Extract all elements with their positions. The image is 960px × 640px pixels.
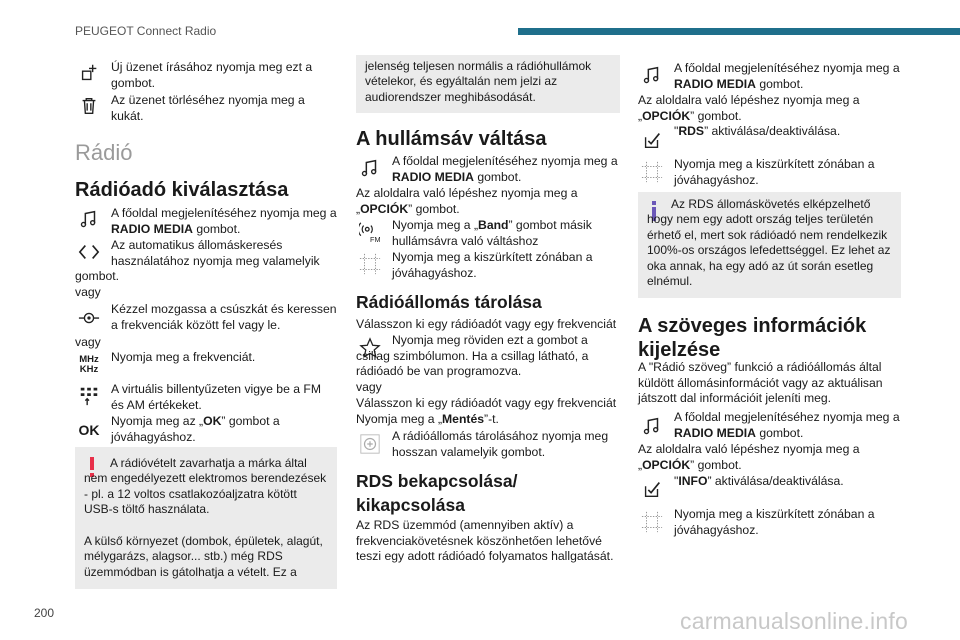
mhz-khz-icon: MHz KHz bbox=[79, 354, 99, 375]
checkbox-icon bbox=[640, 477, 664, 501]
confirm-text: Nyomja meg a kiszürkített zónában a jóváhagyáshoz. bbox=[674, 157, 875, 187]
fm-label: FM bbox=[370, 235, 381, 243]
side-page-text: Az aloldalra való lépéshez nyomja meg a „OPCIÓK” gombot. bbox=[356, 186, 578, 216]
virtual-keyboard-text: A virtuális billentyűzeten vigye be a FM és AM értékeket. bbox=[111, 382, 321, 412]
warning-text-2: A külső környezet (dombok, épületek, alagút, mélygarázs, alagsor... stb.) még RDS üzemmódban is gátolhatja a vételt. Ez a bbox=[84, 534, 323, 579]
side-page-text-2: Az aloldalra való lépéshez nyomja meg a „OPCIÓK” gombot. bbox=[638, 442, 860, 472]
info-note-text: Az RDS állomáskövetés elképzelhető hogy nem egy adott ország teljes területén érhető el, mert sok rádióadó nem rendelkezik 100%-os országos lefedettséggel. Ez lehet az oka annak, ha egy adó az út során esetleg elnémul. bbox=[647, 197, 891, 289]
or-text-1: vagy bbox=[75, 285, 101, 299]
main-page-text: A főoldal megjelenítéséhez nyomja meg a RADIO MEDIA gombot. bbox=[392, 154, 618, 184]
trash-icon bbox=[77, 94, 101, 118]
new-message-icon bbox=[77, 61, 101, 85]
info-toggle-text: "INFO” aktiválása/deaktiválása. bbox=[674, 474, 844, 488]
station-heading: Rádióadó kiválasztása bbox=[75, 179, 289, 201]
rds-heading: RDS bekapcsolása/ kikapcsolása bbox=[356, 471, 518, 515]
main-page-text: A főoldal megjelenítéséhez nyomja meg a RADIO MEDIA gombot. bbox=[674, 61, 900, 91]
music-note-icon bbox=[640, 414, 664, 438]
warning-box-continued bbox=[356, 55, 620, 113]
warning-text: A rádióvételt zavarhatja a márka által nem engedélyezett elektromos berendezések - pl. a 12 voltos csatlakozóaljzatra kötött USB-s töltő használata. bbox=[84, 456, 327, 517]
auto-search-text-2: gombot. bbox=[75, 269, 120, 283]
grid-zone-icon bbox=[640, 510, 664, 534]
or-text: vagy bbox=[356, 380, 382, 394]
watermark: carmanualsonline.info bbox=[680, 608, 908, 634]
slider-icon bbox=[77, 306, 101, 330]
rds-text: Az RDS üzemmód (amennyiben aktív) a frekvenciakövetésnek köszönhetően lehetővé teszi egy adott rádióadó folyamatos hallgatását. bbox=[356, 518, 614, 564]
or-text-2: vagy bbox=[75, 335, 101, 349]
auto-search-text: Az automatikus állomáskeresés használatához nyomja meg valamelyik bbox=[111, 238, 320, 268]
add-preset-icon bbox=[358, 432, 382, 456]
new-message-text: Új üzenet írásához nyomja meg ezt a gombot. bbox=[111, 60, 313, 90]
checkbox-icon bbox=[640, 128, 664, 152]
chevrons-icon bbox=[77, 240, 101, 264]
ok-icon: OK bbox=[78, 422, 100, 438]
warning-continued-text: jelenség teljesen normális a rádióhullámok vételekor, és egyáltalán nem jelzi az audiorendszer meghibásodását. bbox=[365, 59, 592, 104]
warning-box bbox=[75, 447, 337, 589]
band-text: Nyomja meg a „Band” gombot másik hullámsávra való váltáshoz bbox=[392, 218, 592, 248]
band-heading: A hullámsáv váltása bbox=[356, 128, 547, 150]
header-title: PEUGEOT Connect Radio bbox=[75, 24, 217, 38]
slider-text: Kézzel mozgassa a csúszkát és keressen a frekvenciák között fel vagy le. bbox=[111, 302, 337, 332]
music-note-icon bbox=[358, 156, 382, 180]
store-heading: Rádióállomás tárolása bbox=[356, 292, 542, 312]
grid-zone-icon bbox=[640, 160, 664, 184]
music-note-icon bbox=[77, 207, 101, 231]
grid-zone-icon bbox=[358, 252, 382, 276]
delete-message-text: Az üzenet törléséhez nyomja meg a kukát. bbox=[111, 93, 305, 123]
keyboard-icon bbox=[77, 384, 101, 408]
section-heading: Rádió bbox=[75, 140, 133, 165]
header-accent-bar bbox=[518, 28, 960, 35]
confirm-text: Nyomja meg a kiszürkített zónában a jóváhagyáshoz. bbox=[392, 250, 593, 280]
music-note-icon bbox=[640, 63, 664, 87]
page-number: 200 bbox=[34, 606, 55, 620]
info-box bbox=[638, 192, 901, 298]
ok-text: Nyomja meg az „OK” gombot a jóváhagyáshoz. bbox=[111, 414, 280, 444]
main-page-text: A főoldal megjelenítéséhez nyomja meg a RADIO MEDIA gombot. bbox=[111, 206, 337, 236]
choose-save-text: Válasszon ki egy rádióadót vagy egy frekvenciát Nyomja meg a „Mentés”-t. bbox=[356, 396, 617, 426]
press-frequency-text: Nyomja meg a frekvenciát. bbox=[111, 350, 256, 364]
rds-toggle-text: "RDS” aktiválása/deaktiválása. bbox=[674, 124, 841, 138]
main-page-text-2: A főoldal megjelenítéséhez nyomja meg a RADIO MEDIA gombot. bbox=[674, 410, 900, 440]
long-press-text: A rádióállomás tárolásához nyomja meg hosszan valamelyik gombot. bbox=[392, 429, 609, 459]
side-page-text: Az aloldalra való lépéshez nyomja meg a „OPCIÓK” gombot. bbox=[638, 93, 860, 123]
choose-text: Válasszon ki egy rádióadót vagy egy frekvenciát bbox=[356, 317, 617, 331]
text-info-intro: A "Rádió szöveg” funkció a rádióállomás által küldött állomásinformációt vagy az aktuálisan játszott dal információit jeleníti meg. bbox=[638, 360, 883, 406]
confirm-text-2: Nyomja meg a kiszürkített zónában a jóváhagyáshoz. bbox=[674, 507, 875, 537]
fm-band-icon bbox=[358, 220, 382, 244]
text-info-heading: A szöveges információk kijelzése bbox=[638, 315, 867, 361]
star-text: Nyomja meg röviden ezt a gombot a csillag szimbólumon. Ha a csillag látható, a rádióadó be van programozva. bbox=[356, 333, 589, 379]
